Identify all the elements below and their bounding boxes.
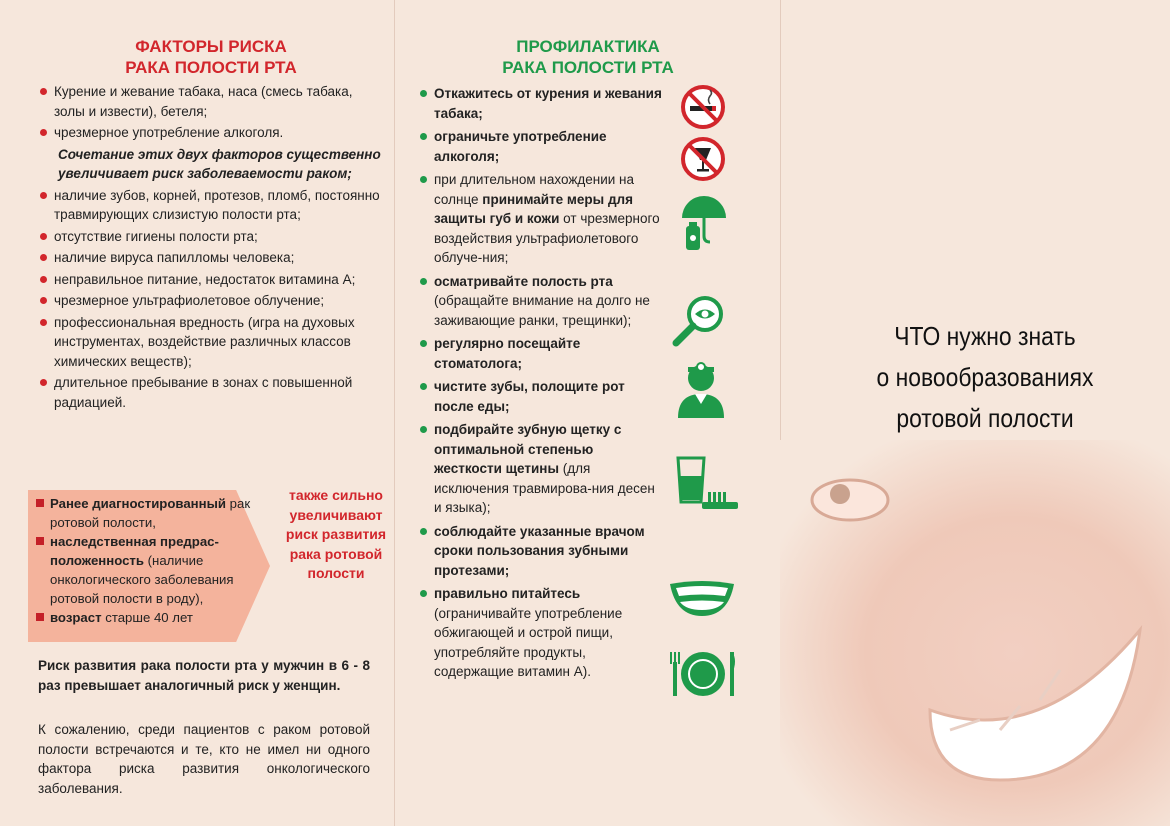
risk-list-a (36, 82, 386, 143)
list-item: регулярно посещайте стоматолога; (418, 334, 662, 373)
regret-note: К сожалению, среди пациентов с раком ротовой полости встречаются и те, кто не имел ни одного фактора риска развития онкологического заболевания. (38, 722, 370, 796)
list-item: наследственная предрас-положенность (наличие онкологического заболевания ротовой полости в роду), (34, 532, 270, 608)
headline-line1: ЧТО нужно знать (894, 321, 1076, 351)
fold-line-1 (394, 0, 395, 826)
risk-list-b (36, 186, 386, 413)
list-item: наличие зубов, корней, протезов, пломб, постоянно травмирующих слизистую полости рта; (36, 186, 386, 225)
list-item: Откажитесь от курения и жевания табака; (418, 84, 662, 123)
face-illustration (780, 440, 1170, 826)
headline (822, 316, 1148, 439)
dentist-icon (674, 358, 728, 420)
list-item: чрезмерное ультрафиолетовое облучение; (36, 291, 386, 311)
list-item: соблюдайте указанные врачом сроки пользования зубными протезами; (418, 522, 662, 581)
list-item: чистите зубы, полощите рот после еды; (418, 377, 662, 416)
list-item: длительное пребывание в зонах с повышенной радиацией. (36, 373, 386, 412)
risk-side-note: также сильно увеличивают риск развития рака ротовой полости (285, 487, 387, 582)
list-item: наличие вируса папилломы человека; (36, 248, 386, 268)
list-item: осматривайте полость рта (обращайте внимание на долго не заживающие ранки, трещинки); (418, 272, 662, 331)
risk-factors-title (36, 36, 386, 78)
headline-line2: о новообразованиях (876, 362, 1094, 392)
plate-cutlery-icon (666, 648, 740, 700)
glass-toothbrush-icon (672, 452, 742, 518)
prevention-title (418, 36, 758, 78)
list-item: профессиональная вредность (игра на духовых инструментах, воздействие различных классов химических веществ); (36, 313, 386, 372)
list-item: отсутствие гигиены полости рта; (36, 227, 386, 247)
prevention-title-line2: РАКА ПОЛОСТИ РТА (502, 58, 674, 77)
no-smoking-icon (680, 84, 726, 130)
list-item: при длительном нахождении на солнце принимайте меры для защиты губ и кожи от чрезмерного воздействия ультрафиолетового облуче-ния; (418, 170, 662, 268)
combination-note: Сочетание этих двух факторов существенно увеличивает риск заболеваемости раком; (58, 146, 381, 181)
sun-protection-icon (676, 192, 732, 256)
list-item: неправильное питание, недостаток витамина А; (36, 270, 386, 290)
risk-title-line2: РАКА ПОЛОСТИ РТА (125, 58, 297, 77)
list-item: возраст старше 40 лет (34, 608, 270, 627)
list-item: подбирайте зубную щетку с оптимальной степенью жесткости щетины (для исключения травмирова-ния десен и языка); (418, 420, 662, 518)
list-item: правильно питайтесь (ограничивайте употребление обжигающей и острой пищи, употребляйте продукты, содержащие витамин А). (418, 584, 662, 682)
risk-title-line1: ФАКТОРЫ РИСКА (135, 37, 287, 56)
male-risk-statistic: Риск развития рака полости рта у мужчин в 6 - 8 раз превышает аналогичный риск у женщин. (38, 658, 370, 693)
extra-risk-list (34, 494, 270, 627)
list-item: Ранее диагностированный рак ротовой полости, (34, 494, 270, 532)
smiling-face-photo (780, 440, 1170, 826)
magnifier-eye-icon (670, 292, 728, 348)
risk-factors-column (36, 36, 386, 414)
list-item: чрезмерное употребление алкоголя. (36, 123, 386, 143)
list-item: Курение и жевание табака, наса (смесь табака, золы и извести), бетеля; (36, 82, 386, 121)
smile-teeth-icon (666, 576, 738, 620)
no-alcohol-icon (680, 136, 726, 182)
prevention-title-line1: ПРОФИЛАКТИКА (516, 37, 660, 56)
list-item: ограничьте употребление алкоголя; (418, 127, 662, 166)
headline-line3: ротовой полости (896, 403, 1074, 433)
